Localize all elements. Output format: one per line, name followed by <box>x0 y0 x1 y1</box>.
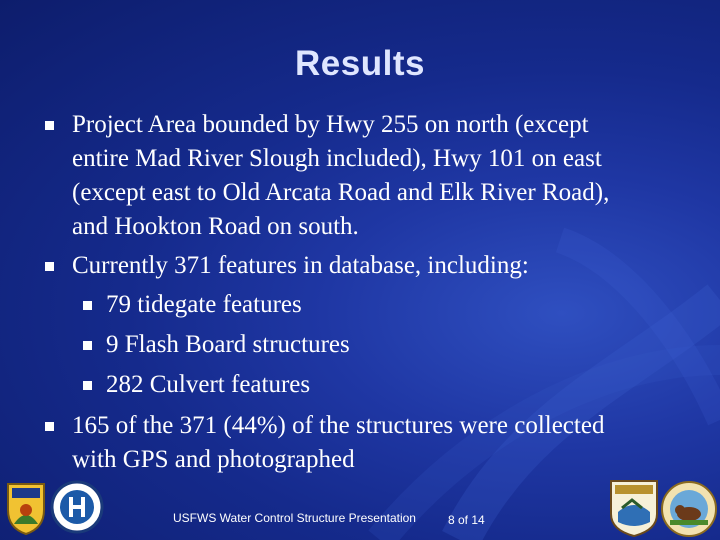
bullet-1-line-4: and Hookton Road on south. <box>72 213 359 240</box>
humboldt-seal-logo <box>50 480 104 534</box>
usfws-shield-logo <box>608 478 660 538</box>
footer-page-indicator: 8 of 14 <box>448 513 485 527</box>
bullet-1-line-3: (except east to Old Arcata Road and Elk River Road), <box>72 179 610 206</box>
interior-seal-logo <box>660 480 718 538</box>
california-seal-logo <box>4 480 48 536</box>
sub-item-culvert: 282 Culvert features <box>106 371 311 398</box>
footer-presentation-title: USFWS Water Control Structure Presentation <box>173 511 416 525</box>
sub-bullet-marker <box>83 381 92 390</box>
bullet-1-line-2: entire Mad River Slough included), Hwy 101 on east <box>72 145 602 172</box>
slide-title: Results <box>295 44 425 83</box>
bullet-2-line-1: Currently 371 features in database, including: <box>72 252 529 279</box>
bullet-marker <box>45 262 54 271</box>
bullet-3-line-1: 165 of the 371 (44%) of the structures were collected <box>72 412 605 439</box>
sub-bullet-marker <box>83 341 92 350</box>
sub-item-tidegate: 79 tidegate features <box>106 291 302 318</box>
bullet-3-line-2: with GPS and photographed <box>72 446 355 473</box>
bullet-marker <box>45 422 54 431</box>
bullet-1-line-1: Project Area bounded by Hwy 255 on north (except <box>72 111 589 138</box>
bullet-marker <box>45 121 54 130</box>
sub-item-flash-board: 9 Flash Board structures <box>106 331 350 358</box>
sub-bullet-marker <box>83 301 92 310</box>
